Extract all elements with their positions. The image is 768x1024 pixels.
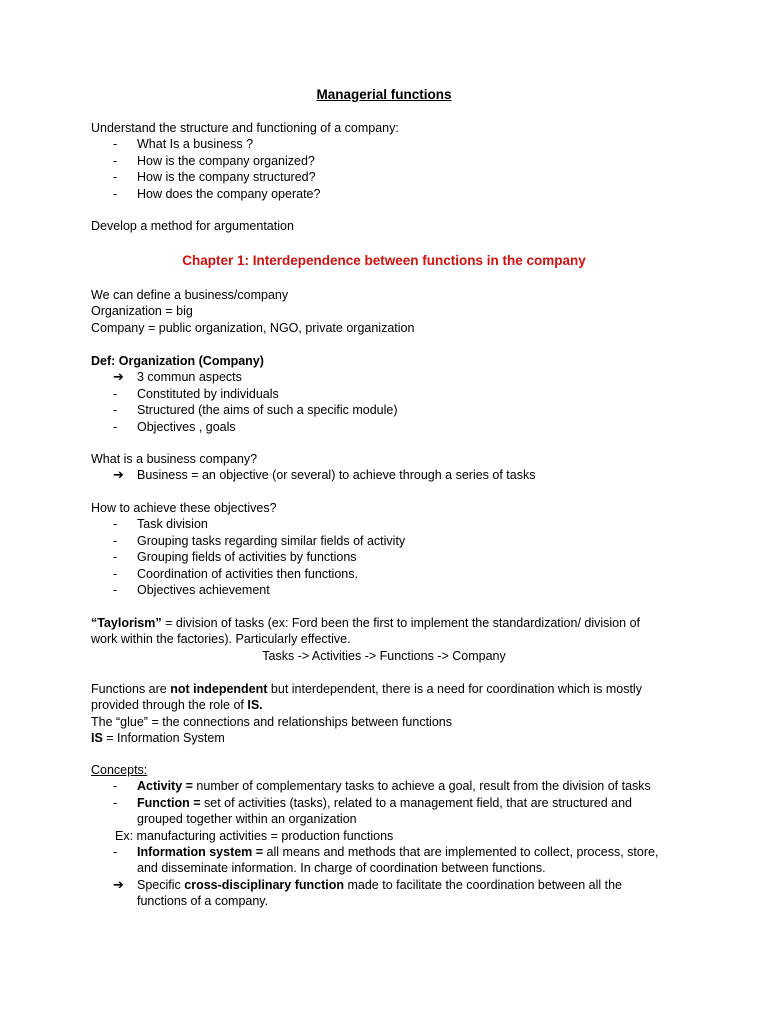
dash-marker: - bbox=[113, 153, 118, 168]
intro-heading: Understand the structure and functioning of a company: bbox=[91, 121, 399, 135]
section-heading: Def: Organization (Company) bbox=[91, 354, 264, 368]
list-item: - How is the company structured? bbox=[113, 170, 316, 185]
arrow-right-icon: ➔ bbox=[113, 467, 124, 483]
example-line: Ex: manufacturing activities = production functions bbox=[115, 828, 394, 843]
dash-marker: - bbox=[113, 533, 118, 548]
dash-marker: - bbox=[113, 550, 118, 565]
dash-marker: - bbox=[113, 137, 118, 152]
list-item: - Objectives , goals bbox=[113, 419, 236, 434]
list-item: - Task division bbox=[113, 517, 208, 532]
list-item: - Activity = number of complementary tasks to achieve a goal, result from the division of tasks bbox=[113, 779, 651, 794]
list-item-continued: functions of a company. bbox=[137, 894, 269, 909]
list-item: ➔ 3 commun aspects bbox=[113, 369, 242, 385]
dash-marker: - bbox=[113, 795, 118, 810]
list-item: - Grouping fields of activities by functions bbox=[113, 550, 357, 565]
dash-marker: - bbox=[113, 844, 118, 859]
dash-marker: - bbox=[113, 186, 118, 201]
intro-section bbox=[91, 120, 681, 202]
list-item: - Objectives achievement bbox=[113, 582, 270, 597]
list-item: ➔ Business = an objective (or several) to achieve through a series of tasks bbox=[113, 467, 536, 483]
list-item: - Grouping tasks regarding similar fields of activity bbox=[113, 533, 406, 548]
list-item-continued: and disseminate information. In charge of coordination between functions. bbox=[137, 861, 546, 876]
text-line: What is a business company? bbox=[91, 452, 258, 466]
list-item-continued: grouped together within an organization bbox=[137, 812, 357, 827]
dash-marker: - bbox=[113, 386, 118, 401]
list-item: - Information system = all means and methods that are implemented to collect, process, store, bbox=[113, 844, 659, 859]
text-line: work within the factories). Particularly effective. bbox=[91, 632, 351, 647]
list-item: - Function = set of activities (tasks), related to a management field, that are structured and bbox=[113, 795, 633, 810]
dash-marker: - bbox=[113, 170, 118, 185]
chain-line: Tasks -> Activities -> Functions -> Company bbox=[262, 648, 506, 663]
arrow-right-icon: ➔ bbox=[113, 369, 124, 385]
dash-marker: - bbox=[113, 566, 118, 581]
dash-marker: - bbox=[113, 779, 118, 794]
method-line: Develop a method for argumentation bbox=[91, 219, 294, 233]
dash-marker: - bbox=[113, 582, 118, 597]
dash-marker: - bbox=[113, 419, 118, 434]
page-title: Managerial functions bbox=[316, 87, 452, 102]
text-line: How to achieve these objectives? bbox=[91, 501, 277, 515]
dash-marker: - bbox=[113, 403, 118, 418]
achieve-section bbox=[91, 500, 681, 598]
taylorism-section: “Taylorism” = division of tasks (ex: Ford been the first to implement the standardization/ division of work within the factories). Particularly effective. Tasks -> Activities -> Functions -> Company bbox=[91, 615, 681, 664]
business-section bbox=[91, 451, 681, 484]
list-item: - Constituted by individuals bbox=[113, 386, 279, 401]
arrow-right-icon: ➔ bbox=[113, 876, 124, 892]
text-line: Organization = big bbox=[91, 304, 193, 319]
list-item: - What Is a business ? bbox=[113, 137, 254, 152]
def-organization-section bbox=[91, 353, 681, 435]
text-line: Company = public organization, NGO, private organization bbox=[91, 320, 415, 335]
list-item: - How does the company operate? bbox=[113, 186, 321, 201]
list-item: - Structured (the aims of such a specific module) bbox=[113, 403, 398, 418]
text-line: We can define a business/company bbox=[91, 288, 289, 302]
list-item: - Coordination of activities then functions. bbox=[113, 566, 358, 581]
chapter-heading: Chapter 1: Interdependence between functions in the company bbox=[182, 253, 586, 268]
section-heading: Concepts: bbox=[91, 763, 148, 777]
term: “Taylorism” bbox=[91, 616, 162, 630]
dash-marker: - bbox=[113, 517, 118, 532]
text-line: The “glue” = the connections and relationships between functions bbox=[91, 714, 452, 729]
list-item: ➔ Specific cross-disciplinary function made to facilitate the coordination between all the bbox=[113, 876, 622, 892]
define-section bbox=[91, 287, 681, 336]
functions-section: Functions are not independent but interdependent, there is a need for coordination which is mostly provided through the role of IS. The “glue” = the connections and relationships between functions IS = Information System bbox=[91, 681, 681, 747]
concepts-section bbox=[91, 762, 681, 910]
list-item: - How is the company organized? bbox=[113, 153, 315, 168]
